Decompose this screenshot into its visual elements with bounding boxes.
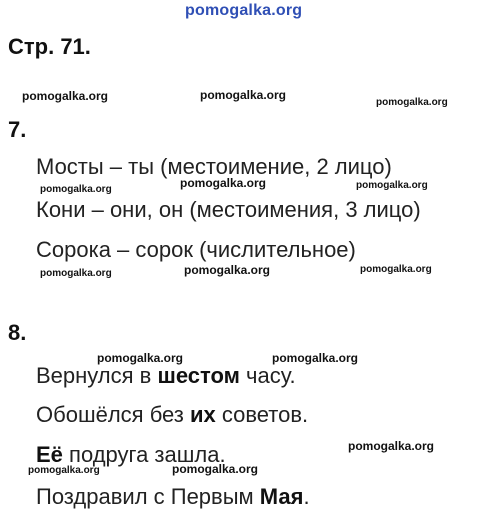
- watermark: pomogalka.org: [376, 97, 448, 108]
- highlighted-word: Мая: [259, 484, 304, 509]
- answer-text: подруга зашла.: [62, 442, 226, 467]
- watermark: pomogalka.org: [22, 89, 109, 103]
- watermark: pomogalka.org: [28, 465, 100, 476]
- answer-text: Вернулся в: [36, 363, 158, 388]
- watermark: pomogalka.org: [356, 180, 428, 191]
- task-7-answer-line: Мосты – ты (местоимение, 2 лицо): [36, 154, 392, 179]
- watermark: pomogalka.org: [172, 462, 259, 476]
- answer-text: Поздравил с Первым: [36, 484, 260, 509]
- watermark: pomogalka.org: [180, 176, 267, 190]
- watermark: pomogalka.org: [200, 88, 287, 102]
- task-8-answer-line: [36, 402, 308, 428]
- watermark: pomogalka.org: [348, 439, 435, 453]
- answer-text: .: [303, 484, 310, 509]
- site-watermark: pomogalka.org: [185, 2, 303, 19]
- watermark: pomogalka.org: [40, 184, 112, 195]
- task-7-answer-line: Кони – они, он (местоимения, 3 лицо): [36, 197, 421, 222]
- task-8-answer-line: [36, 484, 310, 510]
- highlighted-word: шестом: [157, 363, 240, 388]
- task-8-number: 8.: [8, 320, 27, 345]
- watermark: pomogalka.org: [40, 268, 112, 279]
- answer-text: Обошёлся без: [36, 402, 190, 427]
- task-7-number: 7.: [8, 117, 27, 142]
- answer-text: советов.: [215, 402, 309, 427]
- watermark: pomogalka.org: [184, 263, 271, 277]
- watermark: pomogalka.org: [272, 351, 359, 365]
- highlighted-word: их: [190, 402, 216, 427]
- task-8-answer-line: [36, 363, 296, 389]
- watermark: pomogalka.org: [360, 264, 432, 275]
- answer-text: часу.: [239, 363, 296, 388]
- task-7-answer-line: Сорока – сорок (числительное): [36, 237, 356, 262]
- highlighted-word: Её: [36, 442, 63, 467]
- page-title: Стр. 71.: [8, 34, 91, 59]
- watermark: pomogalka.org: [97, 351, 184, 365]
